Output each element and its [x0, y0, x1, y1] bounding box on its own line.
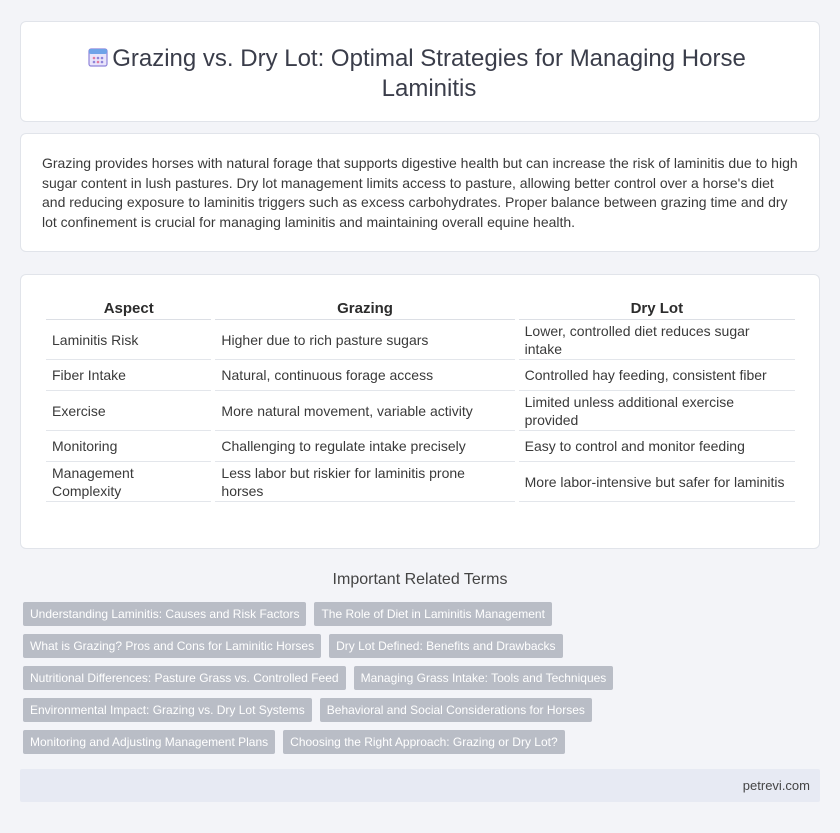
related-term-tag[interactable]: Monitoring and Adjusting Management Plans — [23, 730, 275, 754]
table-cell: Exercise — [46, 391, 211, 431]
table-cell: Lower, controlled diet reduces sugar intake — [519, 320, 795, 360]
table-cell: Management Complexity — [46, 462, 211, 502]
table-cell: Higher due to rich pasture sugars — [215, 320, 514, 360]
table-cell: Fiber Intake — [46, 360, 211, 391]
table-cell: More natural movement, variable activity — [215, 391, 514, 431]
header-dry-lot: Dry Lot — [519, 294, 795, 320]
table-row — [46, 360, 795, 391]
table-cell: More labor-intensive but safer for laminitis — [519, 462, 795, 502]
footer-bar — [20, 769, 820, 802]
comparison-card — [20, 274, 820, 549]
header-grazing: Grazing — [215, 294, 514, 320]
related-term-tag[interactable]: Dry Lot Defined: Benefits and Drawbacks — [329, 634, 562, 658]
table-row — [46, 320, 795, 360]
table-row — [46, 431, 795, 462]
table-cell: Limited unless additional exercise provided — [519, 391, 795, 431]
title-card — [20, 21, 820, 122]
related-term-tag[interactable]: Managing Grass Intake: Tools and Techniques — [354, 666, 614, 690]
related-term-tag[interactable]: The Role of Diet in Laminitis Management — [314, 602, 551, 626]
table-cell: Laminitis Risk — [46, 320, 211, 360]
table-row — [46, 462, 795, 502]
related-term-tag[interactable]: Nutritional Differences: Pasture Grass vs. Controlled Feed — [23, 666, 346, 690]
related-term-tag[interactable]: What is Grazing? Pros and Cons for Laminitic Horses — [23, 634, 321, 658]
table-header-row — [46, 294, 795, 320]
table-cell: Less labor but riskier for laminitis prone horses — [215, 462, 514, 502]
related-term-tag[interactable]: Behavioral and Social Considerations for Horses — [320, 698, 592, 722]
header-aspect: Aspect — [46, 294, 211, 320]
related-terms-title: Important Related Terms — [332, 571, 508, 588]
related-term-tag[interactable]: Environmental Impact: Grazing vs. Dry Lot Systems — [23, 698, 312, 722]
related-term-tag[interactable]: Choosing the Right Approach: Grazing or Dry Lot? — [283, 730, 564, 754]
table-cell: Easy to control and monitor feeding — [519, 431, 795, 462]
intro-card — [20, 133, 820, 252]
table-cell: Controlled hay feeding, consistent fiber — [519, 360, 795, 391]
related-term-tag[interactable]: Understanding Laminitis: Causes and Risk Factors — [23, 602, 306, 626]
related-terms-list — [23, 602, 823, 762]
comparison-table — [42, 294, 799, 502]
table-cell: Natural, continuous forage access — [215, 360, 514, 391]
table-row — [46, 391, 795, 431]
table-cell: Challenging to regulate intake precisely — [215, 431, 514, 462]
footer-site-link[interactable]: petrevi.com — [742, 778, 810, 793]
table-cell: Monitoring — [46, 431, 211, 462]
page-title: Grazing vs. Dry Lot: Optimal Strategies for Managing Horse Laminitis — [112, 45, 746, 102]
intro-paragraph: Grazing provides horses with natural forage that supports digestive health but can increase the risk of laminitis due to high sugar content in lush pastures. Dry lot management limits access to pasture, allowing better control over a horse's diet and reducing exposure to laminitis triggers such as excess carbohydrates. Proper balance between grazing time and dry lot confinement is crucial for managing laminitis and maintaining overall equine health. — [42, 155, 798, 230]
